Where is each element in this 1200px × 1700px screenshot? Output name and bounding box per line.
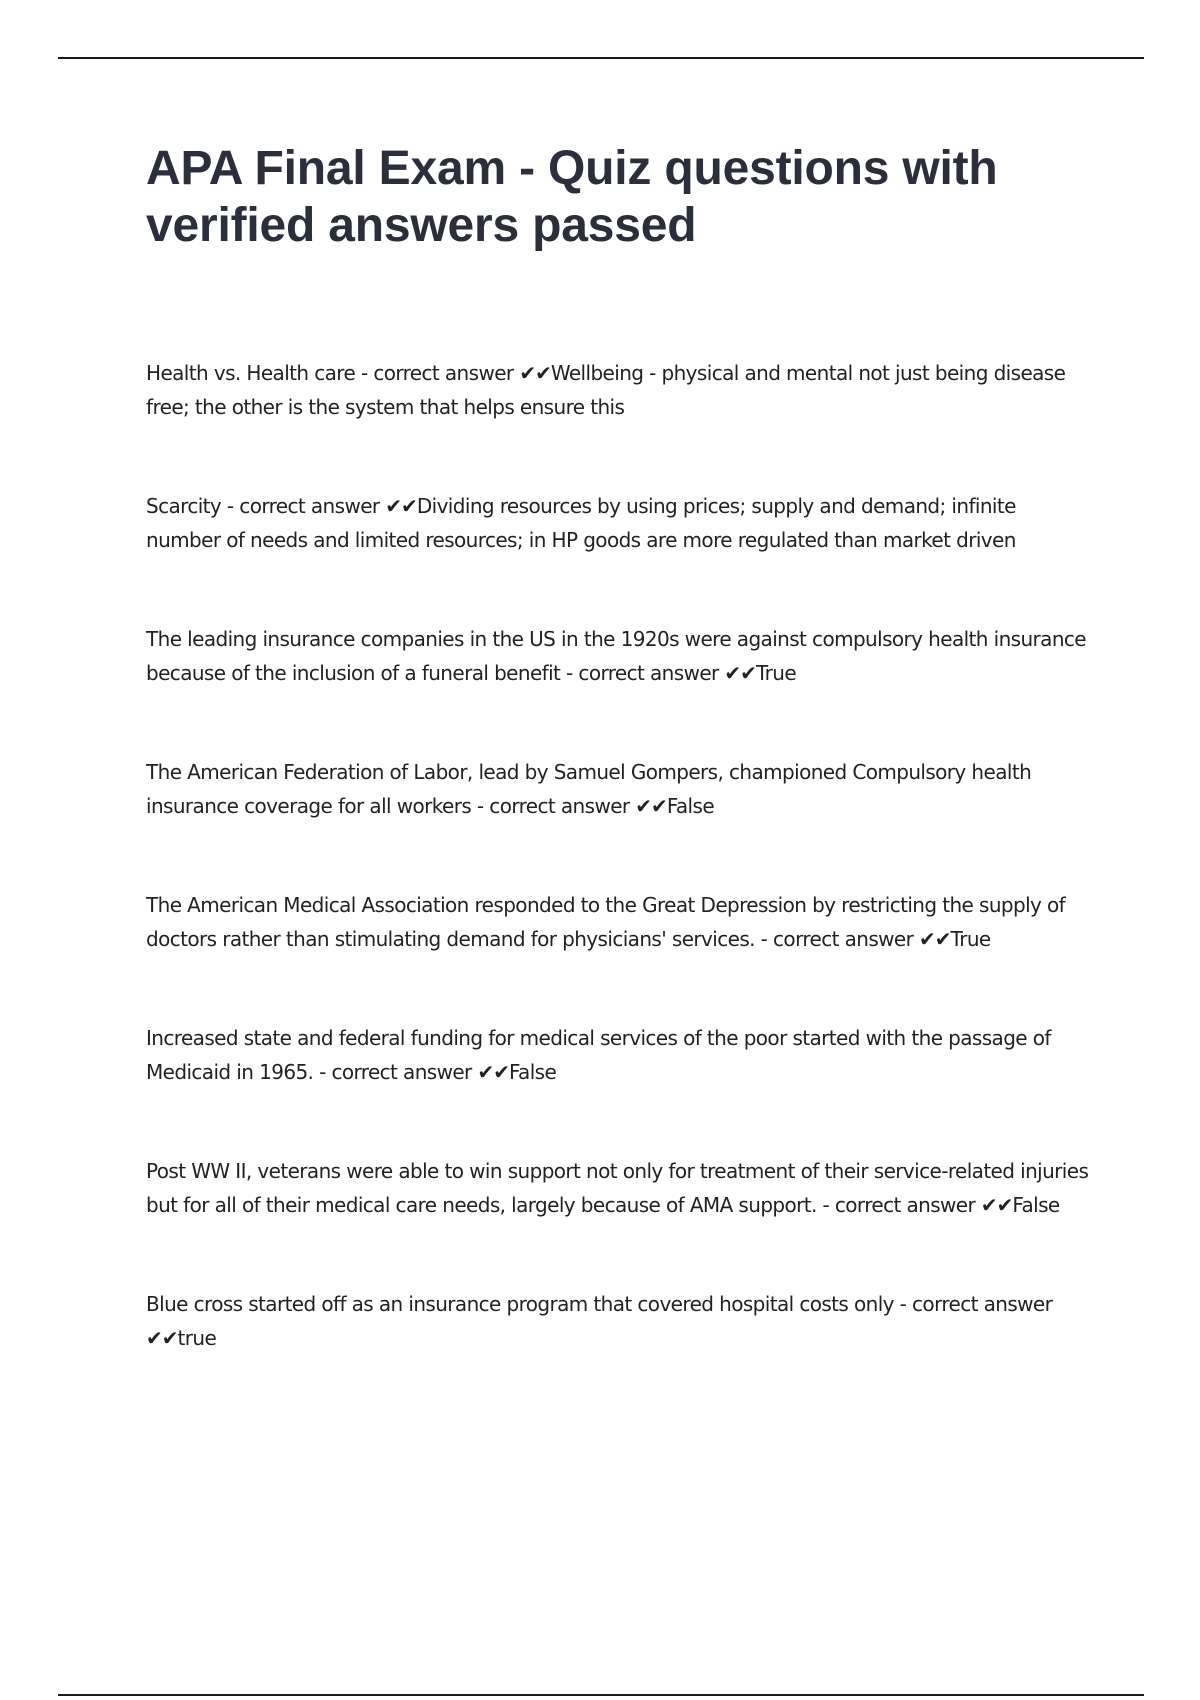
- double-check-icon: ✔✔: [980, 1193, 1013, 1217]
- answer-text: False: [666, 794, 715, 818]
- qa-list: [146, 356, 1096, 1355]
- correct-answer-separator: - correct answer: [754, 927, 920, 951]
- question-text: Blue cross started off as an insurance program that covered hospital costs only: [146, 1292, 894, 1316]
- qa-item-8: [146, 1287, 1096, 1355]
- question-text: The American Federation of Labor, lead by Samuel Gompers, championed Compulsory health insurance coverage for all workers: [146, 760, 1032, 818]
- double-check-icon: ✔✔: [385, 494, 417, 518]
- document-title: APA Final Exam - Quiz questions with verified answers passed: [146, 142, 998, 252]
- answer-text: Wellbeing - physical and mental not just being disease free; the other is the system that helps ensure this: [146, 361, 1066, 419]
- double-check-icon: ✔✔: [519, 361, 551, 385]
- answer-text: False: [1012, 1193, 1060, 1217]
- top-rule: [58, 57, 1144, 59]
- qa-item-1: [146, 356, 1096, 424]
- question-text: Post WW II, veterans were able to win support not only for treatment of their service-related injuries but for all of their medical care needs, largely because of AMA support.: [146, 1159, 1089, 1217]
- answer-text: True: [950, 927, 991, 951]
- correct-answer-separator: - correct answer: [560, 661, 725, 685]
- answer-text: False: [508, 1060, 557, 1084]
- question-text: Increased state and federal funding for medical services of the poor started with the passage of Medicaid in 1965.: [146, 1026, 1051, 1084]
- answer-text: true: [177, 1326, 217, 1350]
- correct-answer-separator: - correct answer: [816, 1193, 981, 1217]
- question-text: The leading insurance companies in the US in the 1920s were against compulsory health insurance because of the inclusion of a funeral benefit: [146, 627, 1087, 685]
- double-check-icon: ✔✔: [146, 1326, 178, 1350]
- qa-item-5: [146, 888, 1096, 956]
- double-check-icon: ✔✔: [724, 661, 756, 685]
- question-text: The American Medical Association responded to the Great Depression by restricting the supply of doctors rather than stimulating demand for physicians' services.: [146, 893, 1066, 951]
- question-text: Scarcity: [146, 494, 222, 518]
- correct-answer-separator: - correct answer: [471, 794, 636, 818]
- answer-text: True: [755, 661, 797, 685]
- qa-item-3: [146, 622, 1096, 690]
- correct-answer-separator: - correct answer: [313, 1060, 478, 1084]
- question-text: Health vs. Health care: [146, 361, 356, 385]
- qa-item-4: [146, 755, 1096, 823]
- correct-answer-separator: - correct answer: [355, 361, 520, 385]
- correct-answer-separator: - correct answer: [221, 494, 386, 518]
- correct-answer-separator: - correct answer: [893, 1292, 1053, 1316]
- double-check-icon: ✔✔: [919, 927, 951, 951]
- qa-item-6: [146, 1021, 1096, 1089]
- bottom-rule: [58, 1694, 1144, 1696]
- double-check-icon: ✔✔: [635, 794, 667, 818]
- answer-text: Dividing resources by using prices; supply and demand; infinite number of needs and limited resources; in HP goods are more regulated than market driven: [146, 494, 1016, 552]
- qa-item-7: [146, 1154, 1096, 1222]
- qa-item-2: [146, 489, 1096, 557]
- double-check-icon: ✔✔: [477, 1060, 509, 1084]
